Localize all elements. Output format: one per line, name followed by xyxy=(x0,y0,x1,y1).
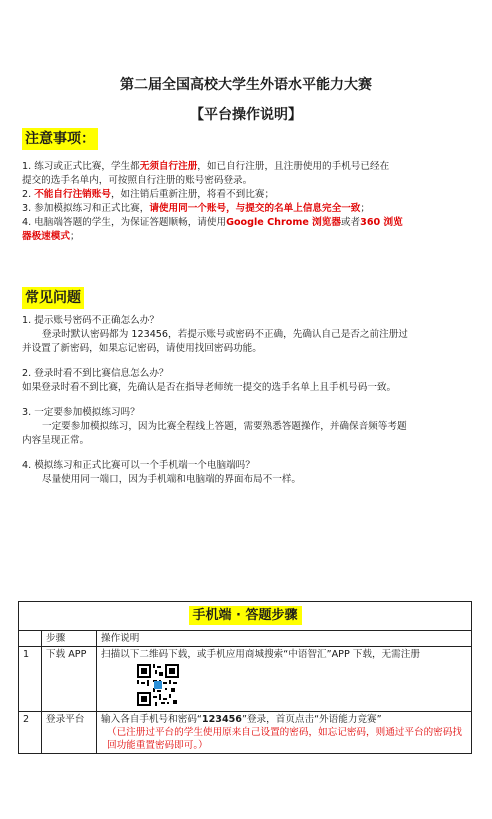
notice-text: ； xyxy=(69,231,80,242)
row-desc-text: ”登录，首页点击“外语能力竞赛” xyxy=(241,714,382,725)
notice-item-1-cont: 提交的选手名单内，可按照自行注册的账号密码登录。 xyxy=(22,175,253,186)
table-header-row xyxy=(19,631,472,647)
faq-question-3: 3. 一定要参加模拟练习吗？ xyxy=(22,407,140,418)
notice-highlight: 器极速模式 xyxy=(22,231,70,242)
column-header-desc: 操作说明 xyxy=(97,631,472,647)
column-header-step: 步骤 xyxy=(42,631,97,647)
notice-text: 1. 练习或正式比赛，学生都 xyxy=(22,161,140,172)
row-number: 1 xyxy=(19,647,42,712)
notice-text: 3. 参加模拟练习和正式比赛， xyxy=(22,203,150,214)
notice-text: ； xyxy=(360,203,370,214)
table-heading-cell xyxy=(19,602,472,631)
row-note: （已注册过平台的学生使用原来自己设置的密码，如忘记密码，则通过平台的密码找回功能重置密码即可。） xyxy=(107,727,462,751)
row-desc-cell xyxy=(97,712,472,754)
table-heading: 手机端 · 答题步骤 xyxy=(189,606,302,625)
notice-text: 4. 电脑端答题的学生，为保证答题顺畅，请使用 xyxy=(22,217,227,228)
notice-heading: 注意事项： xyxy=(22,128,98,150)
notice-text: 或者 xyxy=(340,217,361,228)
notice-highlight: 无须自行注册 xyxy=(139,161,198,172)
default-password: 123456 xyxy=(201,714,242,725)
faq-question-1: 1. 提示账号密码不正确怎么办？ xyxy=(22,315,159,326)
row-step: 登录平台 xyxy=(42,712,97,754)
notice-text: 2. xyxy=(22,189,35,200)
row-step: 下载 APP xyxy=(42,647,97,712)
faq-answer-1-cont: 并设置了新密码，如果忘记密码，请使用找回密码功能。 xyxy=(22,343,262,354)
faq-answer-2: 如果登录时看不到比赛，先确认是否在指导老师统一提交的选手名单上且手机号码一致。 xyxy=(22,382,397,393)
faq-list xyxy=(22,314,472,487)
table-row xyxy=(19,712,472,754)
faq-answer-3-cont: 内容呈现正常。 xyxy=(22,435,90,446)
row-desc-cell xyxy=(97,647,472,712)
row-desc: 扫描以下二维码下载，或手机应用商城搜索“中语智汇”APP 下载，无需注册 xyxy=(101,649,420,660)
notice-highlight: 不能自行注销账号 xyxy=(34,189,111,200)
faq-answer-4: 尽量使用同一端口，因为手机端和电脑端的界面布局不一样。 xyxy=(42,474,302,485)
notice-list xyxy=(22,160,472,244)
mobile-steps-table xyxy=(18,601,472,754)
qr-code-icon[interactable] xyxy=(137,664,179,706)
notice-item-3 xyxy=(22,202,472,216)
notice-highlight: 请使用同一个账号，与提交的名单上信息完全一致 xyxy=(149,203,361,214)
faq-question-2: 2. 登录时看不到比赛信息怎么办？ xyxy=(22,368,169,379)
row-desc xyxy=(101,713,467,726)
faq-question-4: 4. 模拟练习和正式比赛可以一个手机端一个电脑端吗？ xyxy=(22,460,255,471)
notice-text: ，如已自行注册，且注册使用的手机号已经在 xyxy=(197,161,390,172)
row-number: 2 xyxy=(19,712,42,754)
table-row xyxy=(19,647,472,712)
notice-item-4 xyxy=(22,216,472,230)
notice-highlight: 360 浏览 xyxy=(360,217,403,228)
document-subtitle: 【平台操作说明】 xyxy=(190,107,302,123)
row-desc-text: 输入各自手机号和密码“ xyxy=(101,714,202,725)
faq-answer-3: 一定要参加模拟练习，因为比赛全程线上答题，需要熟悉答题操作，并确保音频等考题 xyxy=(42,421,407,432)
faq-heading: 常见问题 xyxy=(22,287,84,309)
notice-item-2 xyxy=(22,188,472,202)
notice-highlight: Google Chrome 浏览器 xyxy=(226,217,341,228)
faq-answer-1: 登录时默认密码都为 123456，若提示账号或密码不正确，先确认自己是否之前注册过 xyxy=(42,329,408,340)
notice-text: ，如注销后重新注册，将看不到比赛； xyxy=(110,189,275,200)
notice-item-4-cont xyxy=(22,230,472,244)
document-title: 第二届全国高校大学生外语水平能力大赛 xyxy=(120,77,372,93)
notice-item-1 xyxy=(22,160,472,174)
